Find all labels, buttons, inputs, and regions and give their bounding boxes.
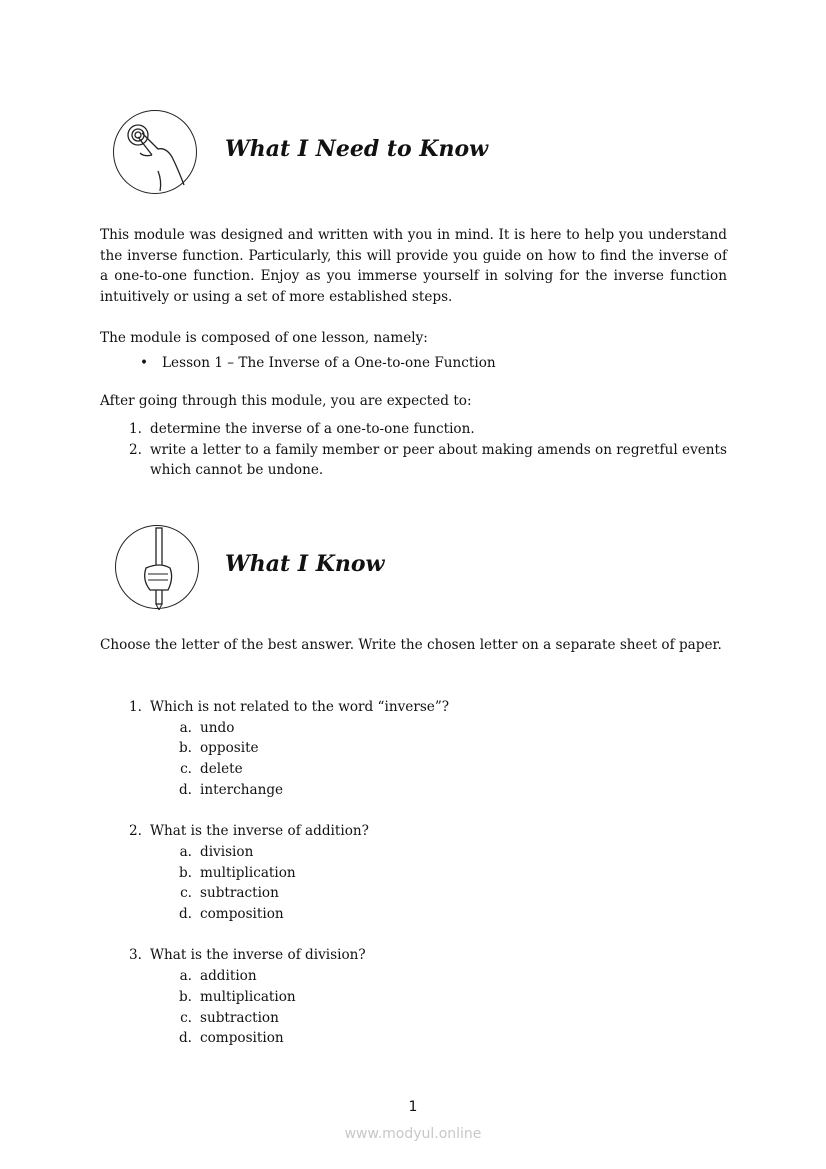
answer-option: b. opposite [178,740,259,757]
question-text: What is the inverse of addition? [150,823,369,840]
question-list [118,697,449,1070]
question-text: Which is not related to the word “inverse”? [150,699,450,715]
question-text: What is the inverse of division? [150,947,366,964]
answer-option: a. undo [179,719,235,736]
question-number: 2. [129,823,142,840]
question-item [118,945,449,1049]
question-item [118,821,449,925]
objective-item: 2. write a letter to a family member or peer about making amends on regretful events which cannot be undone. [129,441,727,479]
question-number: 1. [129,699,142,715]
instructions-text: Choose the letter of the best answer. Write the chosen letter on a separate sheet of paper. [100,637,722,653]
objectives-list [118,419,727,481]
question-item [118,697,449,801]
page-number: 1 [408,1099,418,1115]
section-title: What I Need to Know [225,136,489,162]
watermark: www.modyul.online [344,1126,482,1142]
lesson-bullet-item: • Lesson 1 – The Inverse of a One-to-one Function [140,355,496,371]
composition-text: The module is composed of one lesson, namely: [100,330,428,346]
lesson-label: Lesson 1 – The Inverse of a One-to-one Function [162,355,496,371]
expected-text: After going through this module, you are expected to: [100,393,472,409]
answer-option: b. multiplication [178,864,296,881]
answer-option: d. composition [178,1030,284,1047]
objective-item: 1. determine the inverse of a one-to-one function. [129,421,475,437]
answer-option: c. subtraction [180,885,279,902]
answer-option: c. subtraction [180,1009,279,1026]
answer-option: a. division [179,843,254,860]
section-title: What I Know [225,551,385,577]
intro-paragraph: This module was designed and written with you in mind. It is here to help you understand the inverse function. Particularly, this will provide you guide on how to find the inverse of a one-to-one function. Enjoy as you immerse yourself in solving for the inverse function intuitively or using a set of more established steps. [100,227,727,306]
answer-option: a. addition [179,968,257,985]
question-number: 3. [129,947,142,964]
hand-pencil-icon [115,525,199,609]
answer-option: b. multiplication [178,988,296,1005]
answer-option: d. composition [178,906,284,923]
hand-touch-icon [113,110,197,194]
answer-option: d. interchange [178,781,284,798]
answer-option: c. delete [180,761,243,778]
